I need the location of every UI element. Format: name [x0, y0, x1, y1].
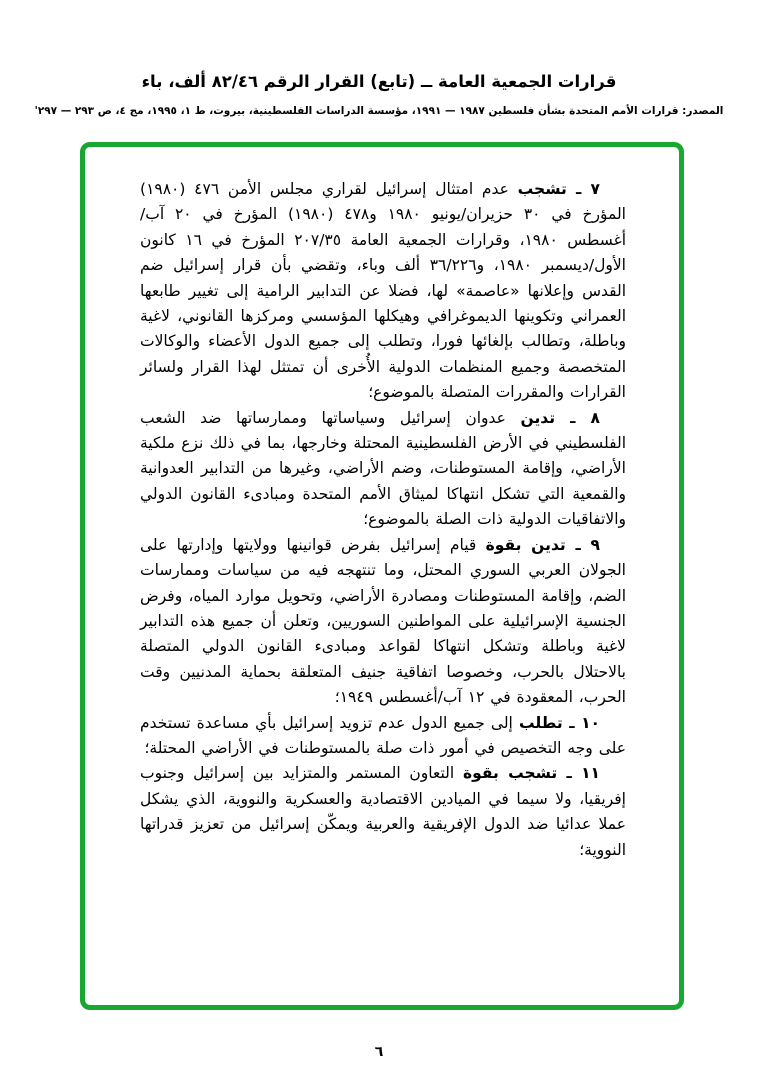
paragraph-11-text: التعاون المستمر والمتزايد بين إسرائيل وجنوب إفريقيا، ولا سيما في الميادين الاقتصادية والعسكرية والنووية، الذي يشكل عملا عدائيا ضد الدول الإفريقية والعربية ويمكّن إسرائيل من تعزيز قدراتها النووية؛ — [140, 764, 626, 859]
resolution-paragraph-8 — [140, 406, 626, 533]
resolution-paragraph-9 — [140, 533, 626, 711]
source-citation: المصدر: قرارات الأمم المتحدة بشأن فلسطين ١٩٨٧ — ١٩٩١، مؤسسة الدراسات الفلسطينية، بيروت، ط ١، ١٩٩٥، مج ٤، ص ٢٩٣ — ٢٩٧' — [34, 105, 724, 117]
resolution-paragraph-11 — [140, 761, 626, 863]
document-border-frame — [80, 142, 684, 1010]
paragraph-7-text: عدم امتثال إسرائيل لقراري مجلس الأمن ٤٧٦ (١٩٨٠) المؤرخ في ٣٠ حزيران/يونيو ١٩٨٠ و٤٧٨ (١٩٨٠) المؤرخ في ٢٠ آب/أغسطس ١٩٨٠، وقرارات الجمعية العامة ٢٠٧/٣٥ المؤرخ في ١٦ كانون الأول/ديسمبر ١٩٨٠، و٣٦/٢٢٦ ألف وباء، وتقضي بأن قرار إسرائيل ضم القدس وإعلانها «عاصمة» لها، فضلا عن التدابير الرامية إلى تغيير طابعها العمراني وتكوينها الديموغرافي وهيكلها المؤسسي ومركزها القانوني، لاغية وباطلة، وتطالب بإلغائها فورا، وتطلب إلى جميع الدول الأعضاء والوكالات المتخصصة وجميع المنظمات الدولية الأُخرى أن تمتثل لهذا القرار ولسائر القرارات والمقررات المتصلة بالموضوع؛ — [140, 180, 626, 402]
paragraph-11-lead: ١١ ـ تشجب بقوة — [462, 764, 600, 783]
paragraph-10-text: إلى جميع الدول عدم تزويد إسرائيل بأي مساعدة تستخدم على وجه التخصيص في أمور ذات صلة بالمستوطنات في الأراضي المحتلة؛ — [140, 713, 626, 757]
paragraph-8-lead: ٨ ـ تدين — [520, 408, 600, 427]
paragraph-8-text: عدوان إسرائيل وسياساتها وممارساتها ضد الشعب الفلسطيني في الأرض الفلسطينية المحتلة وخارجها، بما في ذلك نزع ملكية الأراضي، وإقامة المستوطنات، وضم الأراضي، وغيرها من التدابير العدوانية والقمعية التي تشكل انتهاكا لميثاق الأمم المتحدة ومبادىء القانون الدولي والاتفاقيات الدولية ذات الصلة بالموضوع؛ — [140, 408, 626, 529]
page-number: ٦ — [374, 1044, 384, 1060]
paragraph-9-lead: ٩ ـ تدين بقوة — [485, 535, 600, 554]
page-title: قرارات الجمعية العامة ــ (تابع) القرار الرقم ٨٢/٤٦ ألف، باء — [141, 72, 617, 91]
paragraph-7-lead: ٧ ـ تشجب — [517, 180, 600, 198]
resolution-paragraph-10 — [140, 711, 626, 762]
paragraph-9-text: قيام إسرائيل بفرض قوانينها وولايتها وإدارتها على الجولان العربي السوري المحتل، وما تنتهجه فيه من سياسات وممارسات الضم، وإقامة المستوطنات ومصادرة الأراضي، وتحويل موارد المياه، وفرض الجنسية الإسرائيلية على المواطنين السوريين، وتعلن أن جميع هذه التدابير لاغية وباطلة وتشكل انتهاكا لقواعد ومبادىء القانون الدولي المتصلة بالاحتلال بالحرب، وخصوصا اتفاقية جنيف المتعلقة بحماية المدنيين وقت الحرب، المعقودة في ١٢ آب/أغسطس ١٩٤٩؛ — [140, 535, 626, 707]
paragraph-10-lead: ١٠ ـ تطلب — [518, 713, 600, 732]
resolution-paragraph-7 — [140, 177, 626, 406]
